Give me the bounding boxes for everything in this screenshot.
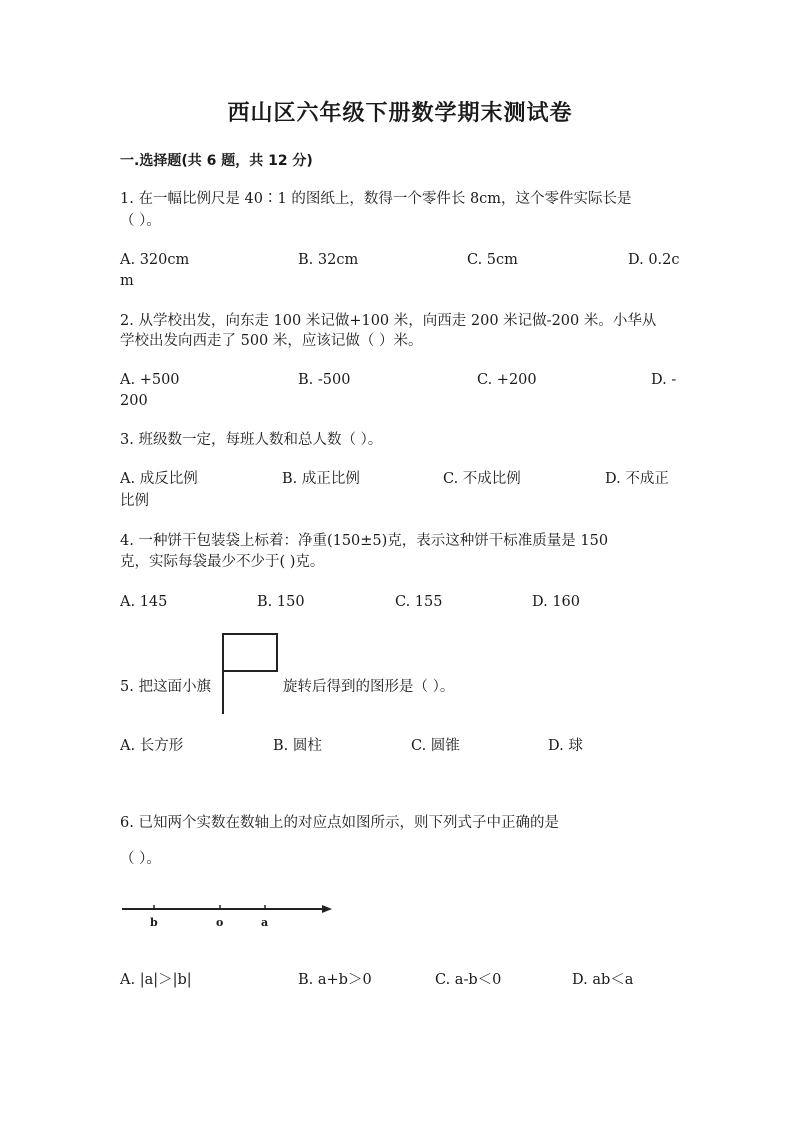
question-2-option-c[interactable]: C. +200	[477, 372, 537, 388]
question-6-option-d[interactable]: D. ab＜a	[572, 972, 634, 988]
question-3-option-b[interactable]: B. 成正比例	[282, 471, 360, 487]
number-line-label-a: a	[261, 916, 269, 929]
question-2-text-line-1: 2. 从学校出发，向东走 100 米记做+100 米，向西走 200 米记做-200 米。小华从	[120, 313, 657, 329]
question-1-option-d[interactable]: D. 0.2c	[628, 252, 680, 268]
question-5-option-d[interactable]: D. 球	[548, 738, 583, 754]
page-title: 西山区六年级下册数学期末测试卷	[227, 101, 573, 126]
question-3-option-d-wrap: 比例	[120, 493, 149, 509]
question-4-option-b[interactable]: B. 150	[257, 594, 305, 610]
question-5-option-c[interactable]: C. 圆锥	[411, 738, 460, 754]
question-4-option-a[interactable]: A. 145	[120, 594, 168, 610]
question-3-text-line-1: 3. 班级数一定，每班人数和总人数（ ）。	[120, 432, 383, 448]
question-5-text-line-2: 旋转后得到的图形是（ ）。	[283, 679, 455, 695]
question-5-option-a[interactable]: A. 长方形	[120, 738, 184, 754]
question-1-option-b[interactable]: B. 32cm	[298, 252, 359, 268]
question-3-option-c[interactable]: C. 不成比例	[443, 471, 521, 487]
question-5-text-line-1: 5. 把这面小旗	[120, 679, 211, 695]
question-2-option-d[interactable]: D. -	[651, 372, 677, 388]
question-1-text-line-1: 1. 在一幅比例尺是 40∶1 的图纸上，数得一个零件长 8cm，这个零件实际长是	[120, 191, 632, 207]
flag-figure	[220, 632, 282, 716]
question-4-text-line-2: 克，实际每袋最少不少于( )克。	[120, 554, 325, 570]
question-6-text-line-1: 6. 已知两个实数在数轴上的对应点如图所示，则下列式子中正确的是	[120, 815, 559, 831]
question-4-option-d[interactable]: D. 160	[532, 594, 581, 610]
question-1-option-c[interactable]: C. 5cm	[467, 252, 518, 268]
question-1-option-d-wrap: m	[120, 273, 134, 289]
question-3-option-a[interactable]: A. 成反比例	[120, 471, 198, 487]
question-4-text-line-1: 4. 一种饼干包装袋上标着：净重(150±5)克，表示这种饼干标准质量是 150	[120, 533, 609, 549]
number-line-label-b: b	[150, 916, 158, 929]
question-1-option-a[interactable]: A. 320cm	[120, 252, 190, 268]
question-6-option-a[interactable]: A. |a|＞|b|	[120, 972, 192, 988]
question-4-option-c[interactable]: C. 155	[395, 594, 443, 610]
question-2-option-d-wrap: 200	[120, 393, 148, 409]
question-2-option-a[interactable]: A. +500	[120, 372, 180, 388]
question-1-text-line-2: （ ）。	[120, 213, 161, 229]
number-line-label-o: o	[216, 916, 224, 929]
question-2-option-b[interactable]: B. -500	[298, 372, 351, 388]
question-6-text-line-2: （ ）。	[120, 851, 161, 867]
question-6-option-b[interactable]: B. a+b＞0	[298, 972, 372, 988]
question-6-option-c[interactable]: C. a-b＜0	[435, 972, 502, 988]
question-3-option-d[interactable]: D. 不成正	[605, 471, 669, 487]
number-line-arrow	[322, 905, 332, 913]
section-heading: 一.选择题(共 6 题，共 12 分)	[120, 153, 313, 169]
question-2-text-line-2: 学校出发向西走了 500 米，应该记做（ ）米。	[120, 333, 423, 349]
question-5-option-b[interactable]: B. 圆柱	[273, 738, 322, 754]
flag-cloth	[223, 634, 277, 671]
